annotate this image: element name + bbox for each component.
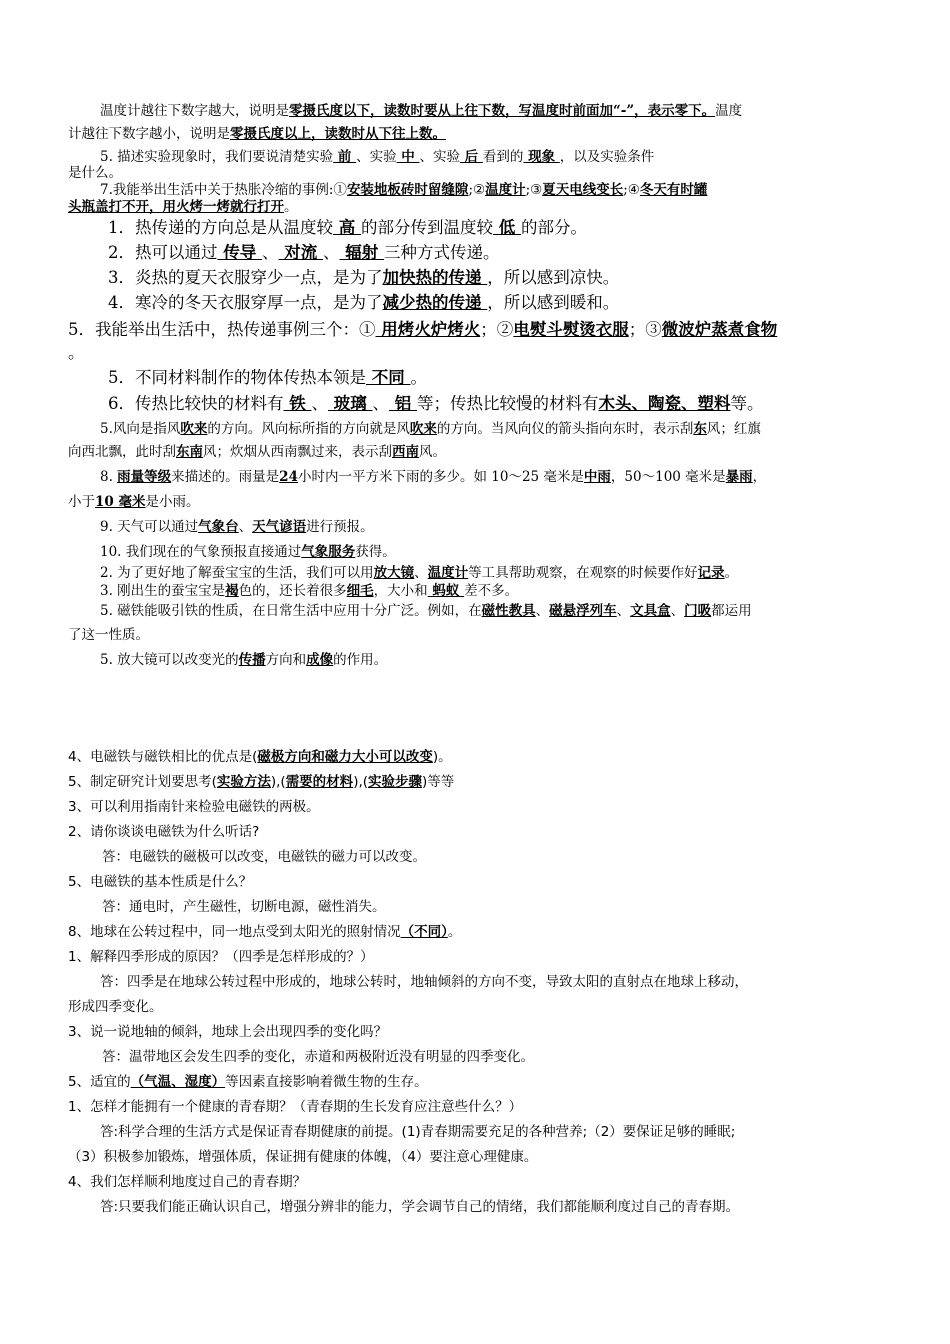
text-run: ;③ xyxy=(525,182,543,198)
text-line xyxy=(68,947,883,967)
text-line xyxy=(68,625,883,645)
text-line xyxy=(68,241,923,265)
answer-blank: 现象 xyxy=(523,149,560,165)
text-line xyxy=(68,392,923,416)
text-run: 温度 xyxy=(715,103,743,119)
text-run: 差不多。 xyxy=(464,583,519,599)
answer-blank: 零摄氏度以上，读数时从下往上数。 xyxy=(230,126,446,142)
answer-blank: 门吸 xyxy=(684,603,712,619)
text-run: 、 xyxy=(372,394,389,413)
text-run: 、 xyxy=(238,519,253,535)
answer-blank: 磁性教具 xyxy=(481,603,536,619)
text-line xyxy=(68,650,915,670)
text-run: 5、电磁铁的基本性质是什么？ xyxy=(68,874,253,890)
text-run: 5．我能举出生活中，热传递事例三个：① xyxy=(68,320,376,339)
text-run: ；③ xyxy=(628,320,662,339)
text-line xyxy=(68,291,923,315)
text-line xyxy=(68,601,915,621)
answer-blank: 吹来 xyxy=(409,421,437,437)
answer-blank: 木头、陶瓷、塑料 xyxy=(598,394,731,413)
text-run: ),( xyxy=(353,774,369,790)
text-run: 答：四季是在地球公转过程中形成的，地球公转时，地轴倾斜的方向不变，导致太阳的直射点在地球上移动， xyxy=(100,974,748,990)
text-line xyxy=(68,318,883,342)
text-run: 等工具帮助观察，在观察的时候要作好 xyxy=(468,565,698,581)
answer-blank: 褐 xyxy=(225,583,239,599)
answer-blank: 玻璃 xyxy=(328,394,373,413)
text-line xyxy=(68,1197,915,1217)
text-run: ;④ xyxy=(623,182,640,198)
text-run: 。 xyxy=(68,343,85,362)
text-line xyxy=(68,1047,917,1067)
answer-blank: 温度计 xyxy=(485,182,526,198)
text-run: 5. 磁铁能吸引铁的性质，在日常生活中应用十分广泛。例如，在 xyxy=(100,603,482,619)
answer-blank: 安装地板砖时留缝隙 xyxy=(346,182,469,198)
text-run: 。 xyxy=(447,924,462,940)
text-run: ；② xyxy=(480,320,514,339)
text-run: 3、可以利用指南针来检验电磁铁的两极。 xyxy=(68,799,320,815)
text-line xyxy=(68,872,883,892)
text-run: 6．传热比较快的材料有 xyxy=(108,394,284,413)
text-run: 3、说一说地轴的倾斜，地球上会出现四季的变化吗？ xyxy=(68,1024,388,1040)
text-run: 计越往下数字越小，说明是 xyxy=(68,126,230,142)
answer-blank: 气象服务 xyxy=(301,544,356,560)
text-run: 的方向。风向标所指的方向就是风 xyxy=(207,421,410,437)
answer-blank: 天气谚语 xyxy=(252,519,307,535)
text-run: 是什么。 xyxy=(68,165,122,181)
text-run: 1、怎样才能拥有一个健康的青春期？（青春期的生长发育应注意些什么？） xyxy=(68,1099,523,1115)
text-line xyxy=(68,419,915,439)
text-run: 的部分传到温度较 xyxy=(361,218,493,237)
text-run: 进行预报。 xyxy=(306,519,374,535)
text-line xyxy=(68,1097,883,1117)
text-run: 是小雨。 xyxy=(145,494,200,510)
text-run: 等；传热比较慢的材料有 xyxy=(417,394,599,413)
text-run: 来描述的。雨量是 xyxy=(171,469,280,485)
text-run: 10. 我们现在的气象预报直接通过 xyxy=(100,544,302,560)
text-run: 风；炊烟从西南飘过来，表示刮 xyxy=(203,444,392,460)
answer-blank: 文具盒 xyxy=(630,603,671,619)
text-run: 、实验 xyxy=(419,149,460,165)
answer-blank: （气温、湿度） xyxy=(130,1074,226,1090)
text-run: 获得。 xyxy=(355,544,396,560)
text-run: 的作用。 xyxy=(333,652,388,668)
text-run: 1、解释四季形成的原因？（四季是怎样形成的？） xyxy=(68,949,374,965)
answer-blank: 高 xyxy=(333,218,361,237)
text-run: 、 xyxy=(262,243,279,262)
answer-blank: 24 xyxy=(279,469,298,485)
answer-blank: 细毛 xyxy=(346,583,374,599)
text-run: 2. 为了更好地了解蚕宝宝的生活，我们可以用 xyxy=(100,565,374,581)
answer-blank: 铁 xyxy=(283,394,312,413)
text-run: 、 xyxy=(535,603,550,619)
text-line xyxy=(68,492,883,512)
text-run: 、 xyxy=(670,603,685,619)
text-run: 都运用 xyxy=(711,603,752,619)
answer-blank: 前 xyxy=(333,149,357,165)
answer-blank: 不同 xyxy=(366,368,411,387)
answer-blank: 后 xyxy=(459,149,483,165)
text-run: 等。 xyxy=(730,394,764,413)
answer-blank: 低 xyxy=(493,218,521,237)
text-run: 小于 xyxy=(68,494,95,510)
text-line xyxy=(68,772,883,792)
text-run: ，所以感到暖和。 xyxy=(487,293,620,312)
text-run: 3．炎热的夏天衣服穿少一点，是为了 xyxy=(108,268,383,287)
answer-blank: 对流 xyxy=(278,243,323,262)
answer-blank: 需要的材料 xyxy=(285,774,354,790)
text-run: 5、制定研究计划要思考( xyxy=(68,774,217,790)
text-run: 7.我能举出生活中关于热胀冷缩的事例:① xyxy=(100,182,347,198)
text-line xyxy=(68,747,883,767)
text-run: 。 xyxy=(724,565,739,581)
answer-blank: 气象台 xyxy=(198,519,239,535)
answer-blank: 辐射 xyxy=(339,243,384,262)
text-line xyxy=(68,797,883,817)
answer-blank: 用烤火炉烤火 xyxy=(375,320,481,339)
text-line xyxy=(68,542,915,562)
text-run: 2、请你谈谈电磁铁为什么听话? xyxy=(68,824,260,840)
text-run: 温度计越往下数字越大，说明是 xyxy=(100,103,289,119)
text-line xyxy=(68,563,915,583)
text-line xyxy=(68,1072,883,1092)
text-run: 了这一性质。 xyxy=(68,627,149,643)
answer-blank: 蚂蚁 xyxy=(427,583,465,599)
answer-blank: 头瓶盖打不开，用火烤一烤就行打开 xyxy=(68,199,284,215)
answer-blank: 铝 xyxy=(389,394,417,413)
text-run: 答：通电时，产生磁性，切断电源，磁性消失。 xyxy=(102,899,386,915)
text-run: )。 xyxy=(432,749,452,765)
text-run: （3）积极参加锻炼，增强体质，保证拥有健康的体魄，（4）要注意心理健康。 xyxy=(68,1149,538,1165)
text-run: 答:科学合理的生活方式是保证青春期健康的前提。(1)青春期需要充足的各种营养;（2）要保证足够的睡眠; xyxy=(100,1124,736,1140)
text-run: 9. 天气可以通过 xyxy=(100,519,199,535)
answer-blank: 零摄氏度以下，读数时要从上往下数，写温度时前面加“-”，表示零下。 xyxy=(289,103,716,119)
text-run: 答：电磁铁的磁极可以改变，电磁铁的磁力可以改变。 xyxy=(102,849,426,865)
answer-blank: 东南 xyxy=(176,444,203,460)
text-line xyxy=(68,997,883,1017)
text-run: )等等 xyxy=(422,774,455,790)
text-run: 方向和 xyxy=(265,652,307,668)
text-line xyxy=(68,216,923,240)
text-line xyxy=(68,1147,883,1167)
answer-blank: 减少热的传递 xyxy=(382,293,488,312)
answer-blank: 中雨 xyxy=(583,469,611,485)
text-run: ，50～100 毫米是 xyxy=(610,469,726,485)
answer-blank: 实验方法 xyxy=(216,774,271,790)
text-line xyxy=(68,1122,915,1142)
text-run: ;② xyxy=(468,182,486,198)
text-line xyxy=(68,341,883,365)
text-run: 、 xyxy=(616,603,631,619)
text-line xyxy=(68,972,915,992)
answer-blank: 磁悬浮列车 xyxy=(549,603,617,619)
text-run: 8、地球在公转过程中，同一地点受到太阳光的照射情况 xyxy=(68,924,401,940)
text-run: 、 xyxy=(414,565,428,581)
answer-blank: 中 xyxy=(396,149,420,165)
text-run: 风。 xyxy=(419,444,446,460)
answer-blank: 10 毫米 xyxy=(95,494,146,510)
answer-blank: 电熨斗熨烫衣服 xyxy=(513,320,629,339)
text-run: ，以及实验条件 xyxy=(559,149,655,165)
text-run: 5．不同材料制作的物体传热本领是 xyxy=(108,368,366,387)
text-run: 答:只要我们能正确认识自己，增强分辨非的能力，学会调节自己的情绪，我们都能顺利度过自己的青春期。 xyxy=(100,1199,740,1215)
text-run: 、实验 xyxy=(356,149,397,165)
text-run: 8. xyxy=(100,469,118,485)
answer-blank: 微波炉蒸煮食物 xyxy=(661,320,778,339)
text-run: 。 xyxy=(410,368,427,387)
text-run: 小时内一平方米下雨的多少。如 10～25 毫米是 xyxy=(297,469,584,485)
text-run: 5. 放大镜可以改变光的 xyxy=(100,652,239,668)
text-line xyxy=(68,266,923,290)
text-run: 等因素直接影响着微生物的生存。 xyxy=(225,1074,428,1090)
text-run: ，大小和 xyxy=(373,583,428,599)
text-line xyxy=(68,922,883,942)
answer-blank: 传播 xyxy=(238,652,266,668)
answer-blank: 加快热的传递 xyxy=(382,268,488,287)
answer-blank: 暴雨 xyxy=(725,469,753,485)
text-run: 3. 刚出生的蚕宝宝是 xyxy=(100,583,226,599)
answer-blank: 记录 xyxy=(697,565,725,581)
text-run: 5. 描述实验现象时，我们要说清楚实验 xyxy=(100,149,334,165)
answer-blank: 东 xyxy=(693,421,707,437)
text-line xyxy=(68,197,883,217)
answer-blank: 成像 xyxy=(306,652,334,668)
answer-blank: 冬天有时罐 xyxy=(639,182,708,198)
text-line xyxy=(68,517,915,537)
text-run: 、 xyxy=(311,394,328,413)
text-run: 、 xyxy=(323,243,340,262)
text-line xyxy=(68,822,883,842)
text-line xyxy=(68,467,915,487)
text-line xyxy=(68,101,915,121)
text-run: 色的，还长着很多 xyxy=(238,583,347,599)
answer-blank: 磁极方向和磁力大小可以改变 xyxy=(257,749,433,765)
text-run: 答：温带地区会发生四季的变化，赤道和两极附近没有明显的四季变化。 xyxy=(102,1049,534,1065)
answer-blank: 温度计 xyxy=(427,565,469,581)
text-run: 向西北飘，此时刮 xyxy=(68,444,176,460)
text-line xyxy=(68,847,917,867)
text-run: 看到的 xyxy=(482,149,524,165)
answer-blank: 实验步骤 xyxy=(368,774,423,790)
text-run: 4．寒冷的冬天衣服穿厚一点，是为了 xyxy=(108,293,383,312)
text-run: 风；红旗 xyxy=(706,421,761,437)
text-run: 4、电磁铁与磁铁相比的优点是( xyxy=(68,749,258,765)
text-run: 2．热可以通过 xyxy=(108,243,218,262)
text-run: 5.风向是指风 xyxy=(100,421,181,437)
text-run: ),( xyxy=(270,774,286,790)
text-run: 1．热传递的方向总是从温度较 xyxy=(108,218,333,237)
text-line xyxy=(68,366,923,390)
answer-blank: 吹来 xyxy=(180,421,208,437)
text-run: 5、适宜的 xyxy=(68,1074,131,1090)
text-run: 4、我们怎样顺利地度过自己的青春期？ xyxy=(68,1174,307,1190)
answer-blank: 放大镜 xyxy=(373,565,415,581)
text-line xyxy=(68,1022,883,1042)
text-run: 的部分。 xyxy=(521,218,587,237)
text-line xyxy=(68,124,883,144)
text-run: 。 xyxy=(284,199,298,215)
answer-blank: （不同） xyxy=(400,924,448,940)
text-run: 的方向。当风向仪的箭头指向东时，表示刮 xyxy=(436,421,694,437)
text-run: 形成四季变化。 xyxy=(68,999,163,1015)
text-run: ，所以感到凉快。 xyxy=(487,268,620,287)
answer-blank: 雨量等级 xyxy=(117,469,172,485)
text-run: ， xyxy=(752,469,767,485)
answer-blank: 夏天电线变长 xyxy=(542,182,624,198)
text-line xyxy=(68,442,883,462)
text-line xyxy=(68,897,917,917)
answer-blank: 传导 xyxy=(217,243,262,262)
answer-blank: 西南 xyxy=(392,444,419,460)
text-line xyxy=(68,581,915,601)
text-line xyxy=(68,1172,883,1192)
text-run: 三种方式传递。 xyxy=(384,243,500,262)
